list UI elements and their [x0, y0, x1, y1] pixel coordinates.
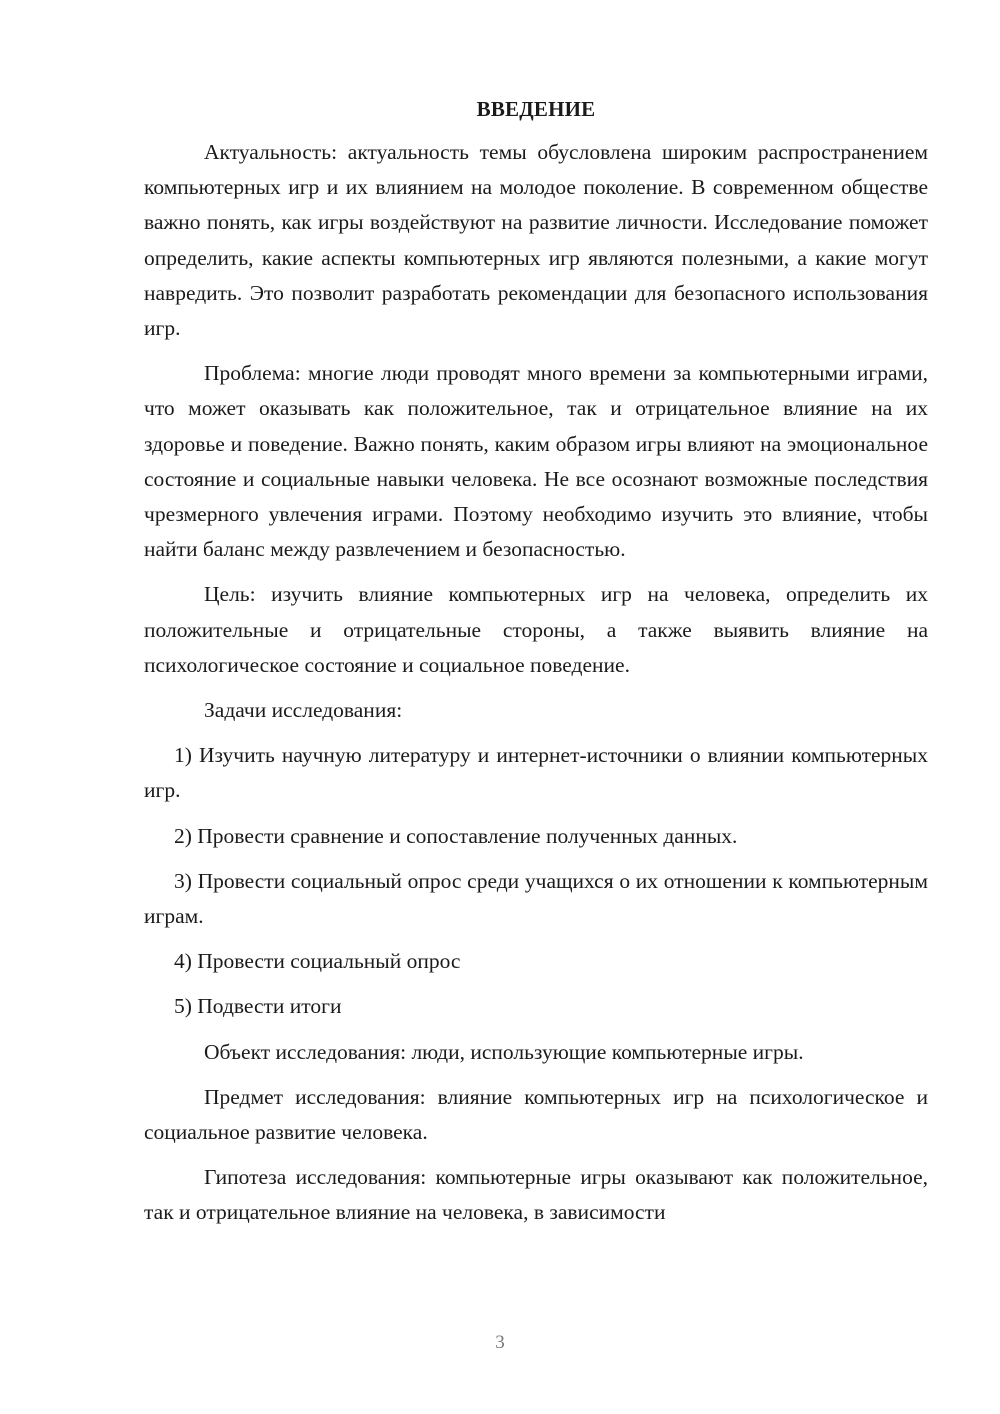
document-page — [144, 92, 928, 1231]
paragraph-problem: Проблема: многие люди проводят много времени за компьютерными играми, что может оказывать как положительное, так и отрицательное влияние на их здоровье и поведение. Важно понять, каким образом игры влияют на эмоциональное состояние и социальные навыки человека. Не все осознают возможные последствия чрезмерного увлечения играми. Поэтому необходимо изучить это влияние, чтобы найти баланс между развлечением и безопасностью. — [144, 361, 928, 562]
task-item-1: 1) Изучить научную литературу и интернет-источники о влиянии компьютерных игр. — [144, 743, 928, 803]
paragraph-subject: Предмет исследования: влияние компьютерных игр на психологическое и социальное развитие человека. — [144, 1084, 928, 1145]
paragraph-relevance: Актуальность: актуальность темы обусловлена широким распространением компьютерных игр и их влиянием на молодое поколение. В современном обществе важно понять, как игры воздействуют на развитие личности. Исследование поможет определить, какие аспекты компьютерных игр являются полезными, а какие могут навредить. Это позволит разработать рекомендации для безопасного использования игр. — [144, 140, 928, 341]
section-heading: ВВЕДЕНИЕ — [476, 97, 596, 121]
paragraph-hypothesis: Гипотеза исследования: компьютерные игры оказывают как положительное, так и отрицательное влияние на человека, в зависимости — [144, 1165, 928, 1225]
paragraph-object: Объект исследования: люди, использующие компьютерные игры. — [204, 1039, 804, 1064]
page-number: 3 — [495, 1332, 505, 1353]
task-item-3: 3) Провести социальный опрос среди учащихся о их отношении к компьютерным играм. — [144, 868, 928, 929]
task-item-2: 2) Провести сравнение и сопоставление полученных данных. — [174, 823, 738, 848]
task-item-4: 4) Провести социальный опрос — [174, 949, 461, 974]
paragraph-tasks-heading: Задачи исследования: — [204, 698, 403, 723]
paragraph-goal: Цель: изучить влияние компьютерных игр на человека, определить их положительные и отрицательные стороны, а также выявить влияние на психологическое состояние и социальное поведение. — [144, 582, 928, 677]
task-item-5: 5) Подвести итоги — [174, 994, 342, 1019]
